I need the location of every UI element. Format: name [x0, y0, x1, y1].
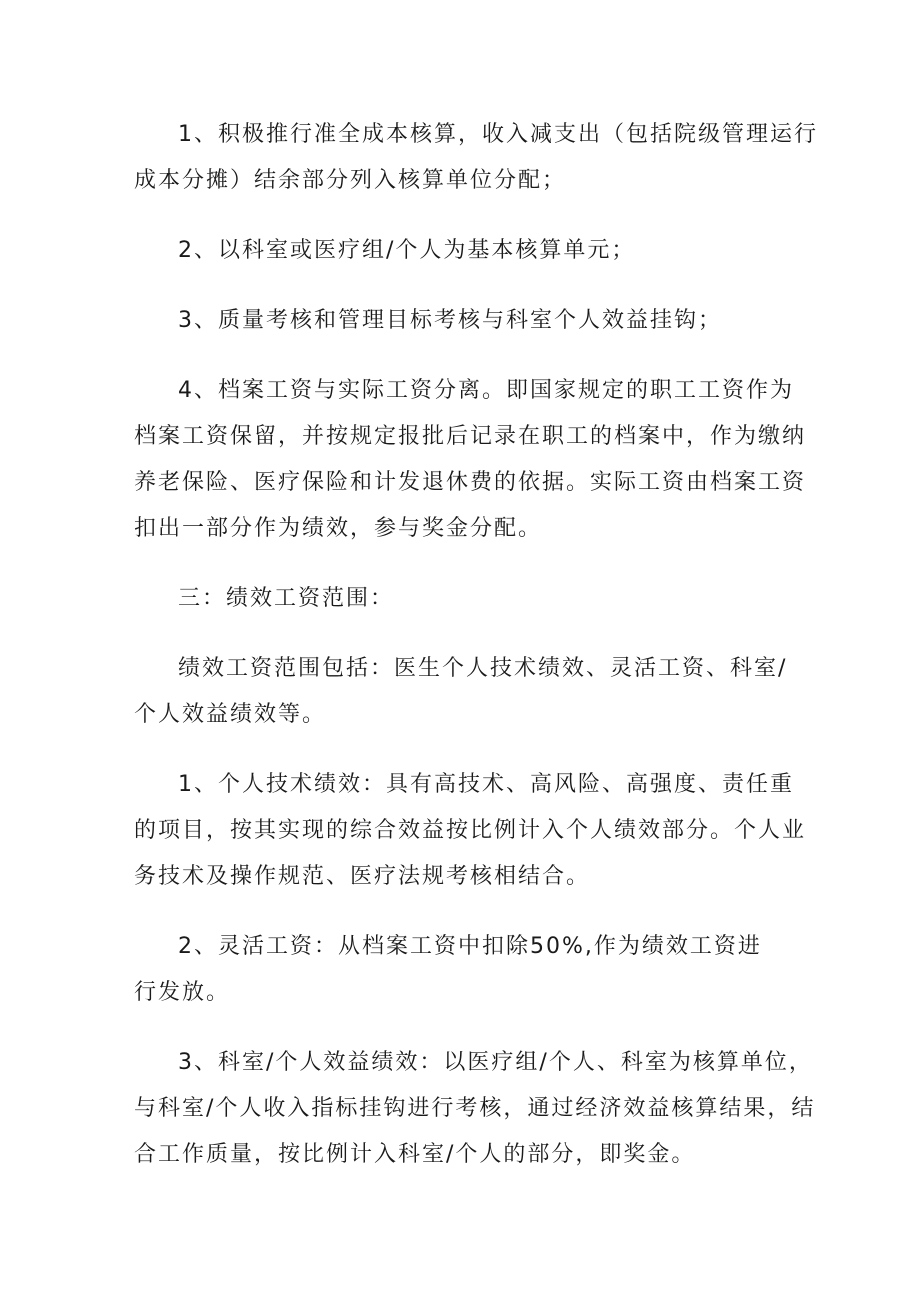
text-line: 与科室/个人收入指标挂钩进行考核，通过经济效益核算结果，结 [134, 1096, 816, 1121]
text-line: 2、以科室或医疗组/个人为基本核算单元； [178, 238, 636, 263]
text-line: 1、个人技术绩效：具有高技术、高风险、高强度、责任重 [178, 772, 794, 797]
text-line: 合工作质量，按比例计入科室/个人的部分，即奖金。 [134, 1142, 696, 1167]
text-line: 的项目，按其实现的综合效益按比例计入个人绩效部分。个人业 [134, 818, 807, 843]
document-body [134, 112, 818, 1202]
paragraph-flexible-salary [134, 924, 814, 1016]
text-line: 绩效工资范围包括：医生个人技术绩效、灵活工资、科室/ [178, 656, 788, 681]
paragraph-accounting-unit [134, 228, 814, 274]
text-line: 2、灵活工资：从档案工资中扣除50%,作为绩效工资进 [178, 934, 762, 959]
paragraph-scope-summary [134, 646, 814, 738]
paragraph-quality-assessment [134, 298, 814, 344]
paragraph-technical-performance [134, 762, 814, 900]
paragraph-department-performance [134, 1040, 814, 1178]
text-line: 成本分摊）结余部分列入核算单位分配； [134, 168, 567, 193]
paragraph-archive-salary [134, 368, 814, 552]
text-line: 个人效益绩效等。 [134, 702, 327, 727]
text-line: 档案工资保留，并按规定报批后记录在职工的档案中，作为缴纳 [134, 424, 807, 449]
text-line: 4、档案工资与实际工资分离。即国家规定的职工工资作为 [178, 378, 794, 403]
text-line: 三：绩效工资范围： [178, 586, 395, 611]
text-line: 扣出一部分作为绩效，参与奖金分配。 [134, 516, 543, 541]
text-line: 1、积极推行准全成本核算，收入减支出（包括院级管理运行 [178, 122, 818, 147]
text-line: 行发放。 [134, 980, 231, 1005]
text-line: 养老保险、医疗保险和计发退休费的依据。实际工资由档案工资 [134, 470, 807, 495]
text-line: 务技术及操作规范、医疗法规考核相结合。 [134, 864, 591, 889]
section-heading-performance-scope [134, 576, 814, 622]
paragraph-accounting-method [134, 112, 818, 204]
text-line: 3、质量考核和管理目标考核与科室个人效益挂钩； [178, 308, 722, 333]
text-line: 3、科室/个人效益绩效：以医疗组/个人、科室为核算单位， [178, 1050, 813, 1075]
